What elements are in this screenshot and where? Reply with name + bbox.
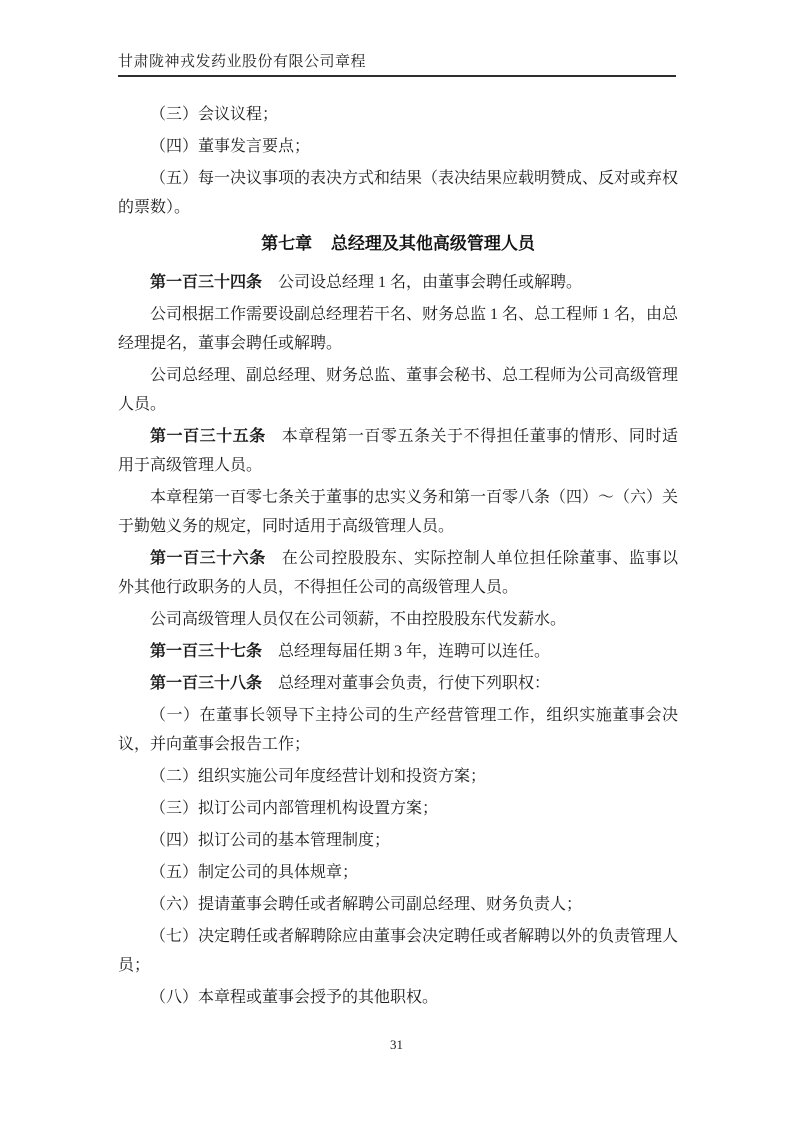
paragraph: （三）拟订公司内部管理机构设置方案； [150, 800, 439, 817]
paragraph: 公司根据工作需要设副总经理若干名、财务总监 1 名、总工程师 1 名，由总经理提名，董事会聘任或解聘。 [118, 306, 679, 352]
article-text: 在公司控股股东、实际控制人单位担任除董事、监事以外其他行政职务的人员，不得担任公司的高级管理人员。 [118, 550, 678, 596]
article-number: 第一百三十四条 [150, 274, 263, 291]
paragraph: 公司总经理、副总经理、财务总监、董事会秘书、总工程师为公司高级管理人员。 [118, 367, 679, 413]
paragraph: （五）制定公司的具体规章； [150, 864, 359, 881]
article-text: 总经理对董事会负责，行使下列职权： [278, 675, 551, 692]
article-paragraph [118, 544, 678, 602]
paragraph: 公司高级管理人员仅在公司领薪，不由控股股东代发薪水。 [150, 611, 567, 628]
header-title: 甘肃陇神戎发药业股份有限公司章程 [118, 54, 367, 70]
paragraph: 本章程第一百零七条关于董事的忠实义务和第一百零八条（四）～（六）关于勤勉义务的规定，同时适用于高级管理人员。 [118, 489, 679, 535]
article-paragraph [118, 669, 678, 698]
article-number: 第一百三十七条 [150, 643, 263, 660]
document-body [118, 100, 678, 1015]
article-paragraph [118, 637, 678, 666]
article-paragraph [118, 268, 678, 297]
paragraph: （八）本章程或董事会授予的其他职权。 [150, 989, 439, 1006]
article-number: 第一百三十八条 [150, 675, 263, 692]
paragraph: （四）拟订公司的基本管理制度； [150, 832, 391, 849]
article-paragraph [118, 422, 678, 480]
page-footer [0, 1036, 793, 1054]
header-divider [118, 75, 676, 77]
page-header [118, 52, 676, 77]
chapter-number: 第七章 [261, 234, 313, 253]
article-text: 总经理每届任期 3 年，连聘可以连任。 [278, 643, 551, 660]
paragraph: （二）组织实施公司年度经营计划和投资方案； [150, 768, 487, 785]
paragraph: （一）在董事长领导下主持公司的生产经营管理工作，组织实施董事会决议，并向董事会报告工作； [118, 707, 678, 753]
paragraph: （七）决定聘任或者解聘除应由董事会决定聘任或者解聘以外的负责管理人员； [118, 928, 679, 974]
paragraph: （四）董事发言要点； [150, 138, 311, 155]
article-number: 第一百三十五条 [150, 428, 266, 445]
article-number: 第一百三十六条 [150, 550, 266, 567]
article-text: 公司设总经理 1 名，由董事会聘任或解聘。 [278, 274, 583, 291]
chapter-heading [118, 229, 678, 258]
paragraph: （五）每一决议事项的表决方式和结果（表决结果应载明赞成、反对或弃权的票数）。 [118, 170, 679, 216]
page-number: 31 [390, 1037, 403, 1052]
chapter-title: 总经理及其他高级管理人员 [330, 234, 535, 253]
paragraph: （六）提请董事会聘任或者解聘公司副总经理、财务负责人； [150, 896, 583, 913]
paragraph: （三）会议议程； [150, 106, 279, 123]
article-text: 本章程第一百零五条关于不得担任董事的情形、同时适用于高级管理人员。 [118, 428, 678, 474]
